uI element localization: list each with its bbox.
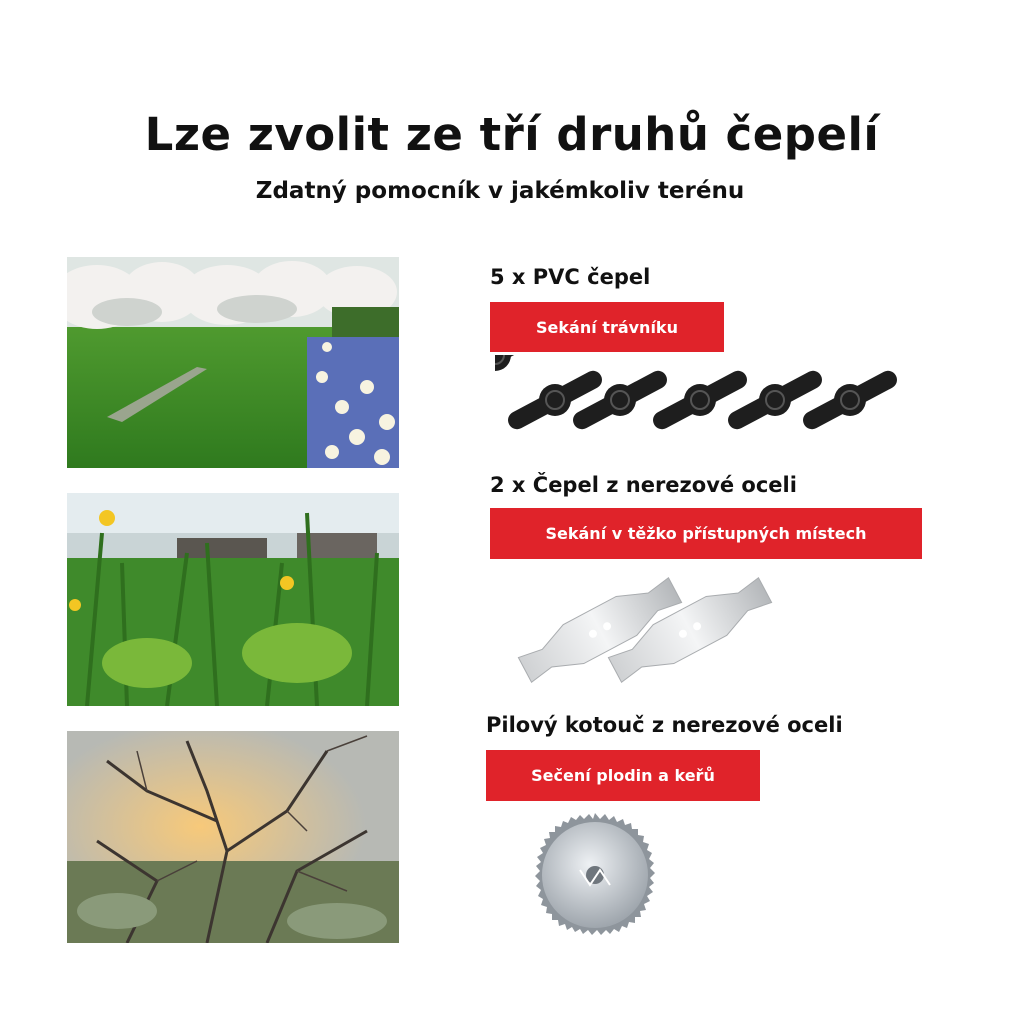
page-title: Lze zvolit ze tří druhů čepelí [144, 108, 880, 161]
steel-blade-heading: 2 x Čepel z nerezové oceli [490, 473, 797, 497]
shrub-photo [67, 731, 399, 943]
saw-blade-heading: Pilový kotouč z nerezové oceli [486, 713, 843, 737]
saw-blade-icon [530, 810, 660, 944]
pvc-blade-icon [495, 355, 925, 454]
lawn-mowing-badge: Sekání trávníku [490, 302, 724, 352]
pvc-blade-heading: 5 x PVC čepel [490, 265, 651, 289]
crops-shrubs-badge: Sečení plodin a keřů [486, 750, 760, 801]
steel-blade-icon [505, 565, 795, 699]
hard-to-reach-badge: Sekání v těžko přístupných místech [490, 508, 922, 559]
page-subtitle: Zdatný pomocník v jakémkoliv terénu [255, 178, 745, 204]
lawn-photo [67, 257, 399, 468]
tall-grass-photo [67, 493, 399, 706]
